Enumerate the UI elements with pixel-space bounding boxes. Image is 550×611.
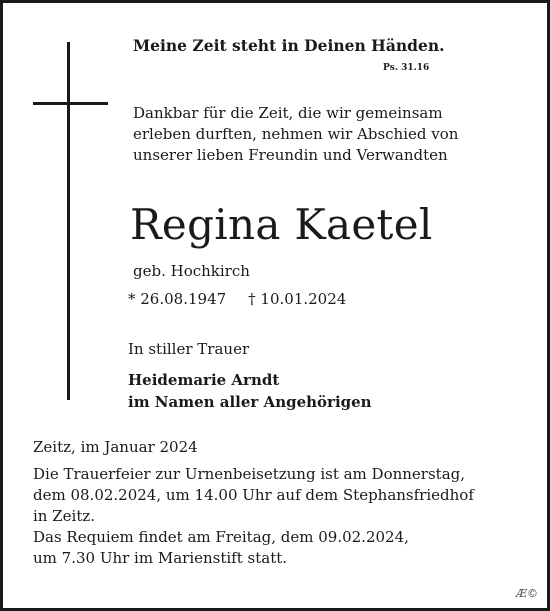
notice-line: in Zeitz. [33,507,96,525]
place-date: Zeitz, im Januar 2024 [33,438,198,456]
birth-date: * 26.08.1947 [128,290,227,308]
cross-icon-bar [33,102,108,105]
funeral-notice [33,464,474,569]
death-date: † 10.01.2024 [248,290,347,308]
motto: Meine Zeit steht in Deinen Händen. [133,36,445,55]
mourning-heading: In stiller Trauer [128,340,250,358]
intro-text [133,103,533,166]
notice-line: um 7.30 Uhr im Marienstift statt. [33,549,288,567]
notice-line: Die Trauerfeier zur Urnenbeisetzung ist am Donnerstag, [33,465,466,483]
deceased-name: Regina Kaetel [130,200,433,249]
birth-name: geb. Hochkirch [133,262,250,280]
mourner-name: Heidemarie Arndt [128,371,280,389]
cross-icon [67,42,70,400]
verse-reference: Ps. 31.16 [383,63,430,73]
mourner-name: im Namen aller Angehörigen [128,393,372,411]
life-dates [128,290,346,308]
notice-line: dem 08.02.2024, um 14.00 Uhr auf dem Stephansfriedhof [33,486,474,504]
notice-line: Das Requiem findet am Freitag, dem 09.02.2024, [33,528,409,546]
publisher-logo: Æ© [515,587,538,600]
intro-line: unserer lieben Freundin und Verwandten [133,146,448,164]
intro-line: Dankbar für die Zeit, die wir gemeinsam [133,104,443,122]
mourners [128,369,372,413]
intro-line: erleben durften, nehmen wir Abschied von [133,125,459,143]
